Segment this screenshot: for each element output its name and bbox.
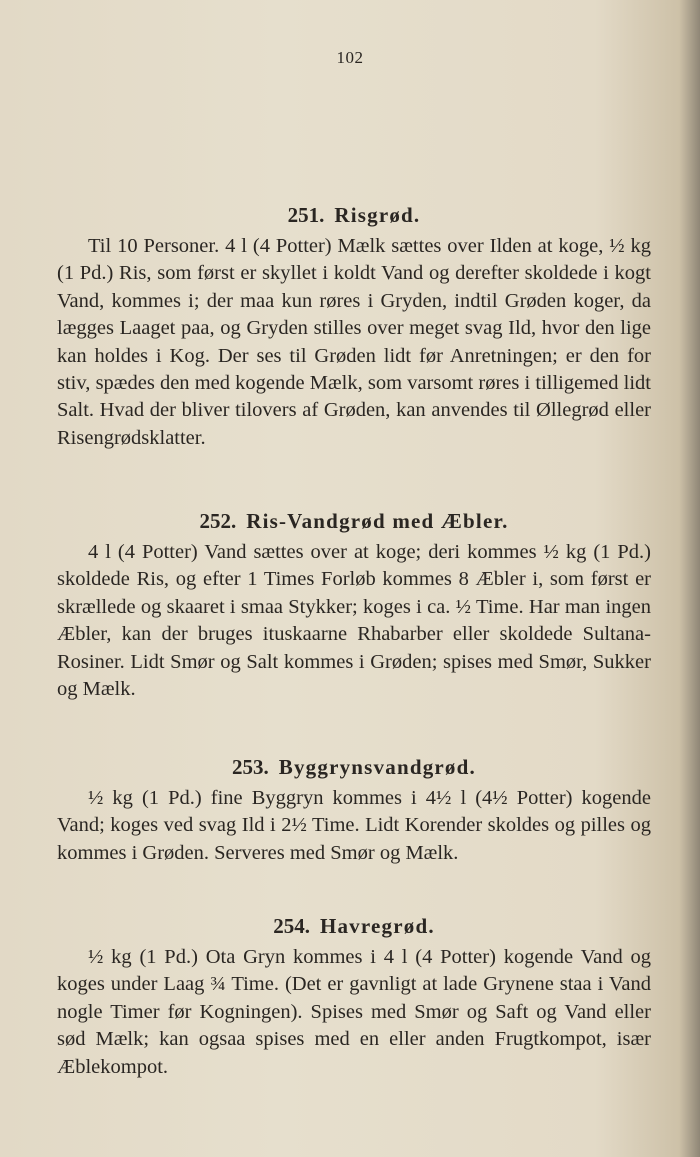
recipe-body: 4 l (4 Potter) Vand sættes over at koge; deri kommes ½ kg (1 Pd.) skoldede Ris, og efter 1 Times Forløb kommes 8 Æbler i, som først er skrællede og skaaret i smaa Stykker; koges i ca. ½ Time. Har man ingen Æbler, kan der bruges ituskaarne Rhabarber eller skoldede Sultana-Rosiner. Lidt Smør og Salt kommes i Grøden; spises med Smør, Sukker og Mælk. xyxy=(57,541,651,701)
recipe-heading xyxy=(57,753,651,781)
recipe-number: 254. xyxy=(273,914,310,938)
recipe-254 xyxy=(57,912,651,1081)
recipe-body: Til 10 Personer. 4 l (4 Potter) Mælk sættes over Ilden at koge, ½ kg (1 Pd.) Ris, som først er skyllet i koldt Vand og derefter skoldede i kogt Vand, kommes i; der maa kun røres i Gryden, indtil Grøden koger, da lægges Laaget paa, og Gryden stilles over meget svag Ild, hvor den lige kan holdes i Kog. Der ses til Grøden lidt før Anretningen; er den for stiv, spædes den med kogende Mælk, som varsomt røres i tilligemed lidt Salt. Hvad der bliver tilovers af Grøden, kan anvendes til Øllegrød eller Risengrødsklatter. xyxy=(57,235,651,449)
recipe-number: 252. xyxy=(199,509,237,533)
recipe-number: 251. xyxy=(287,203,325,227)
page-number: 102 xyxy=(336,48,364,67)
recipe-title: Risgrød. xyxy=(334,203,421,227)
recipe-253 xyxy=(57,753,651,867)
recipe-title: Byggrynsvandgrød. xyxy=(278,755,476,779)
recipe-252 xyxy=(57,507,651,703)
recipe-title: Ris-Vandgrød med Æbler. xyxy=(246,509,509,533)
recipe-body: ½ kg (1 Pd.) Ota Gryn kommes i 4 l (4 Potter) kogende Vand og koges under Laag ¾ Time. (Det er gavnligt at lade Grynene staa i Vand nogle Timer før Kogningen). Spises med Smør og Saft og Vand eller sød Mælk; kan ogsaa spises med en eller anden Frugtkompot, især Æblekompot. xyxy=(57,946,651,1078)
recipe-heading xyxy=(57,507,651,535)
recipe-number: 253. xyxy=(232,755,269,779)
recipe-heading xyxy=(57,912,651,940)
recipe-heading xyxy=(57,201,651,229)
recipe-body: ½ kg (1 Pd.) fine Byggryn kommes i 4½ l (4½ Potter) kogende Vand; koges ved svag Ild i 2½ Time. Lidt Korender skoldes og pilles og kommes i Grøden. Serveres med Smør og Mælk. xyxy=(57,787,651,864)
recipe-title: Havregrød. xyxy=(319,914,435,938)
recipe-251 xyxy=(57,201,651,452)
